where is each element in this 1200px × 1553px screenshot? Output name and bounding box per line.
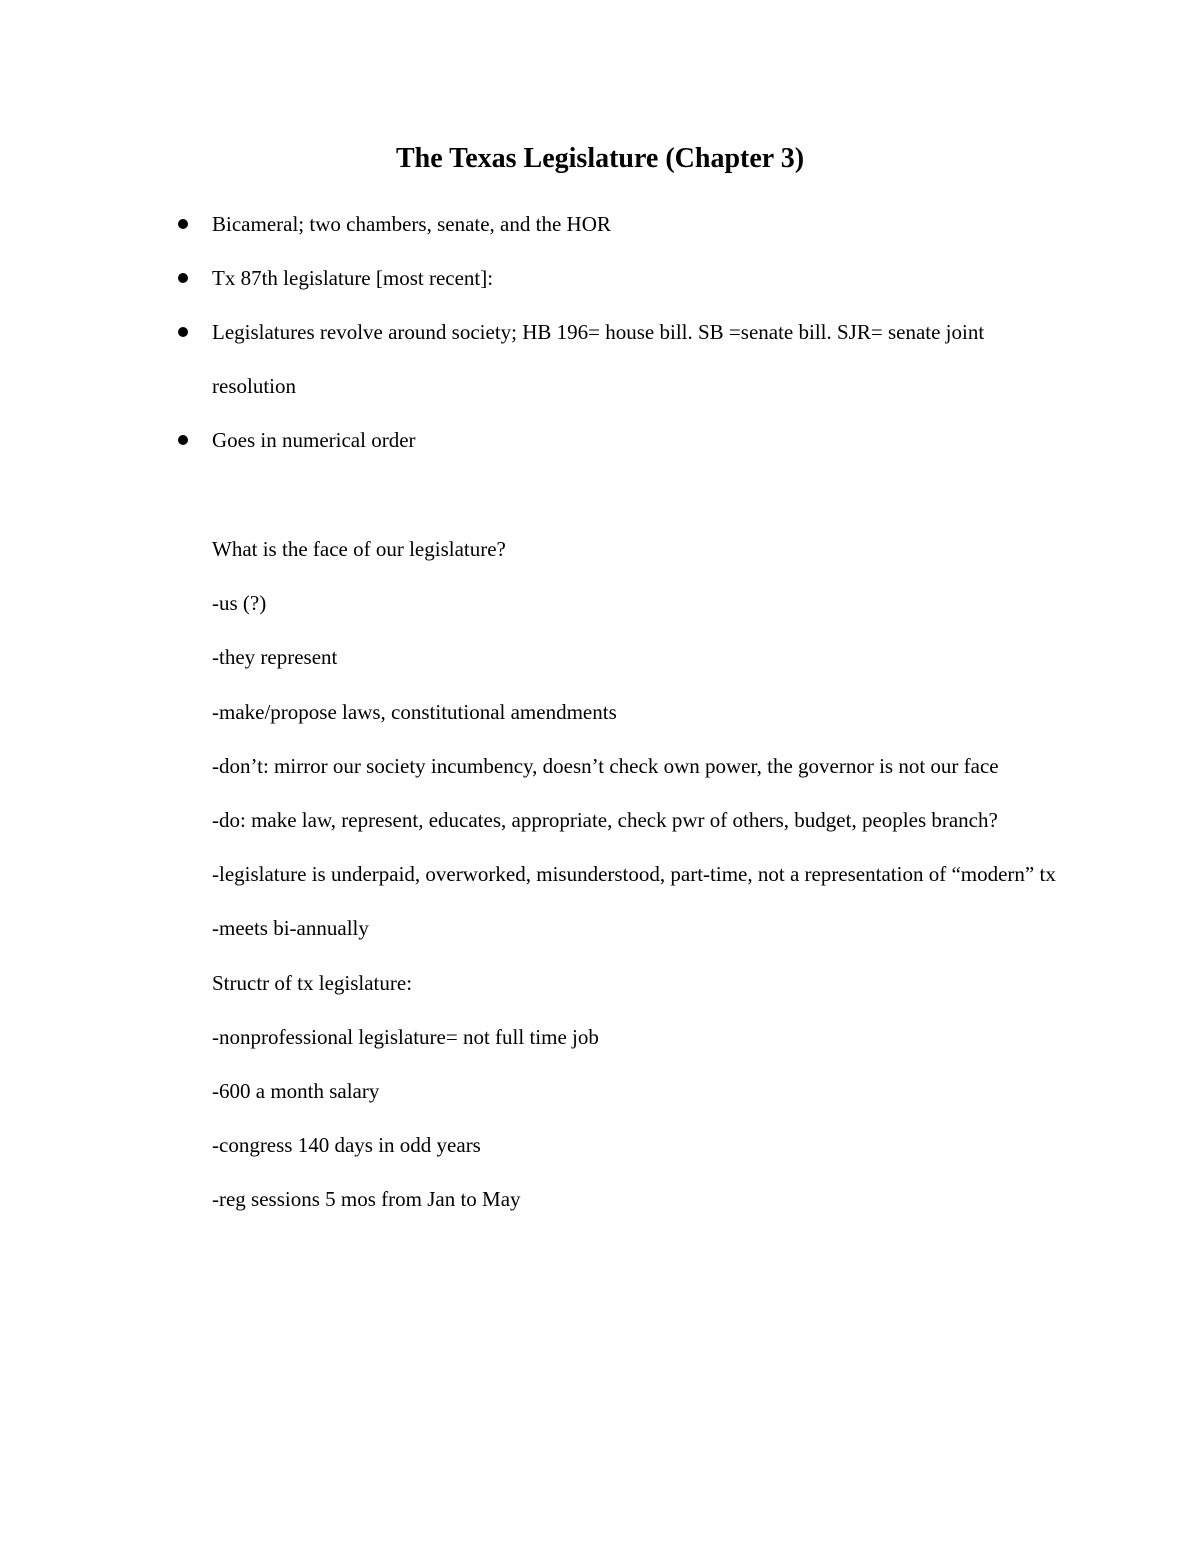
note-line: -nonprofessional legislature= not full time job bbox=[212, 1024, 599, 1049]
bullet-text: Tx 87th legislature [most recent]: bbox=[212, 266, 494, 290]
note-line: -reg sessions 5 mos from Jan to May bbox=[212, 1187, 521, 1212]
note-line: -don’t: mirror our society incumbency, doesn’t check own power, the governor is not our face bbox=[212, 753, 999, 778]
note-line: -do: make law, represent, educates, appropriate, check pwr of others, budget, peoples branch? bbox=[212, 808, 998, 833]
bullet-text: Bicameral; two chambers, senate, and the HOR bbox=[212, 212, 611, 236]
note-line: -they represent bbox=[212, 645, 338, 670]
bullet-icon bbox=[178, 219, 188, 229]
bullet-text: Goes in numerical order bbox=[212, 428, 416, 452]
note-line: -legislature is underpaid, overworked, misunderstood, part-time, not a representation of “modern” tx bbox=[212, 862, 1056, 887]
bullet-icon bbox=[178, 327, 188, 337]
bullet-text: Legislatures revolve around society; HB 196= house bill. SB =senate bill. SJR= senate joint resolution bbox=[212, 320, 985, 398]
page-title: The Texas Legislature (Chapter 3) bbox=[395, 143, 805, 174]
bullet-icon bbox=[178, 435, 188, 445]
note-line: -congress 140 days in odd years bbox=[212, 1133, 481, 1158]
section-heading: Structr of tx legislature: bbox=[212, 970, 413, 995]
note-line: -meets bi-annually bbox=[212, 916, 369, 941]
note-line: -make/propose laws, constitutional amendments bbox=[212, 699, 617, 724]
notes-heading: What is the face of our legislature? bbox=[212, 537, 506, 561]
notes-section bbox=[212, 522, 1062, 1227]
note-line: -us (?) bbox=[212, 591, 267, 616]
note-line: -600 a month salary bbox=[212, 1079, 380, 1104]
bullet-icon bbox=[178, 273, 188, 283]
